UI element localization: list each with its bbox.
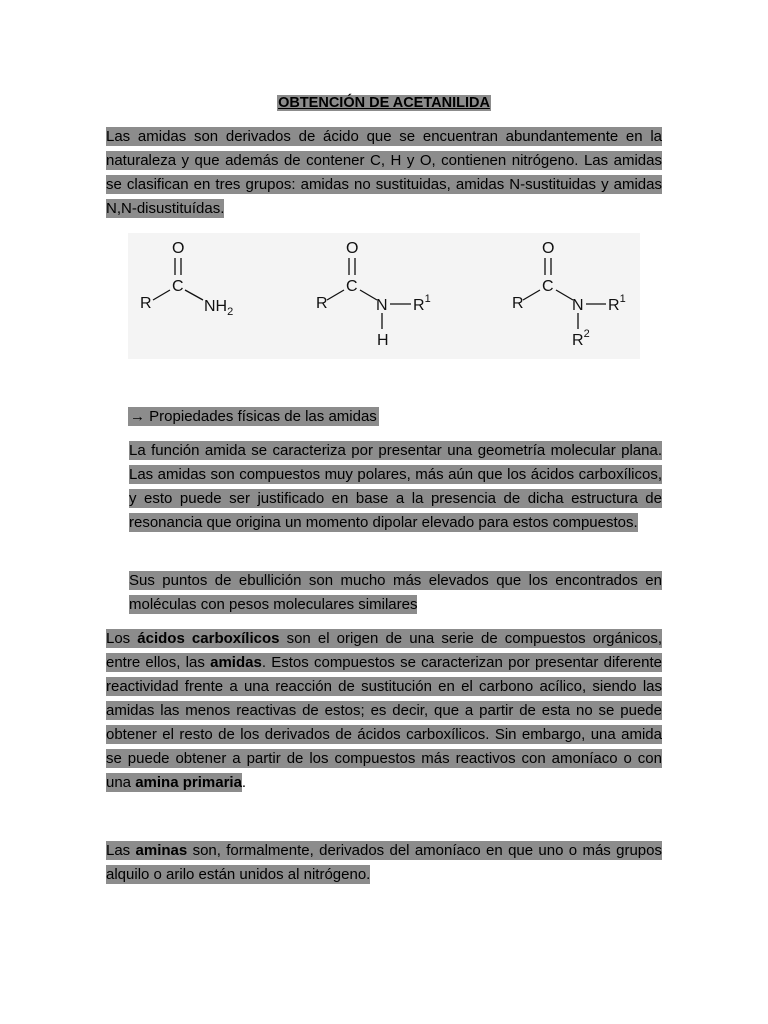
arrow-icon: →: [130, 408, 145, 425]
p4-segment-h: .: [241, 774, 247, 791]
nh-label: $NH_2$: [204, 298, 234, 318]
paragraph-boiling-points: [129, 569, 662, 617]
document-title-text: OBTENCIÓN DE ACETANILIDA: [278, 95, 490, 111]
p4-bold-amina-primaria: amina primaria: [135, 774, 242, 791]
oxygen-label: O: [172, 240, 185, 257]
primary-amide-structure: [140, 240, 233, 318]
paragraph-intro: [106, 125, 662, 221]
p4-segment-f: es decir, que a partir de esta no se puede obtener el resto de los derivados de ácidos carboxílicos. Sin embargo, una amida se puede obtener a partir de los compuestos más reactivos con amoníaco o con una: [106, 702, 662, 791]
p4-bold-amidas: amidas: [210, 654, 262, 671]
carbon-label: C: [172, 278, 184, 295]
paragraph-intro-text: Las amidas son derivados de ácido que se encuentran abundantemente en la naturaleza y que además de contener C, H y O, contienen nitrógeno. Las amidas se clasifican en tres grupos: amidas no sustituidas, amidas N-sustituidas y amidas N,N-disustituídas.: [106, 128, 662, 217]
p5-bold-aminas: aminas: [135, 842, 188, 859]
r-group-label: R: [140, 295, 152, 312]
section-heading-text: Propiedades físicas de las amidas: [149, 408, 377, 425]
carbon-label: C: [346, 278, 358, 295]
paragraph-boiling-points-text: Sus puntos de ebullición son mucho más elevados que los encontrados en moléculas con pesos moleculares similares: [129, 572, 662, 613]
r2-group-label: $R^2$: [572, 328, 590, 349]
carbon-label: C: [542, 278, 554, 295]
section-heading-highlight: [128, 407, 379, 426]
nitrogen-label: N: [572, 297, 584, 314]
tertiary-amide-structure: [512, 240, 626, 349]
oxygen-label: O: [346, 240, 359, 257]
p4-segment-e: . Estos compuestos se caracterizan por presentar diferente reactividad frente a una reacción de sustitución en el carbono acílico, siendo las amidas las menos reactivas de estos;: [106, 654, 662, 719]
nitrogen-label: N: [376, 297, 388, 314]
p4-segment-c: son el origen de una serie de compuestos orgánicos, entre ellos, las: [106, 630, 662, 671]
amide-structures-figure: [128, 233, 640, 359]
section-heading-physical-properties: [128, 405, 379, 429]
document-title: [0, 93, 768, 113]
r1-group-label: $R^1$: [413, 293, 431, 314]
amide-structures-svg: [128, 233, 640, 359]
paragraph-amines: [106, 839, 662, 887]
r1-group-label: $R^1$: [608, 293, 626, 314]
p5-segment-c: son, formalmente, derivados del amoníaco en que uno o más grupos alquilo o arilo están unidos al nitrógeno.: [106, 842, 662, 883]
paragraph-carboxylic-acids: [106, 627, 662, 795]
oxygen-label: O: [542, 240, 555, 257]
p4-bold-acidos: ácidos carboxílicos: [137, 630, 280, 647]
paragraph-geometry-text: La función amida se caracteriza por presentar una geometría molecular plana. Las amidas son compuestos muy polares, más aún que los ácidos carboxílicos, y esto puede ser justificado en base a la presencia de dicha estructura de resonancia que origina un momento dipolar elevado para estos compuestos.: [129, 442, 662, 531]
r-group-label: R: [316, 295, 328, 312]
paragraph-geometry: [129, 439, 662, 535]
p5-segment-a: Las: [106, 842, 136, 859]
r-group-label: R: [512, 295, 524, 312]
hydrogen-label: H: [377, 332, 389, 349]
p4-segment-a: Los: [106, 630, 138, 647]
secondary-amide-structure: [316, 240, 431, 349]
